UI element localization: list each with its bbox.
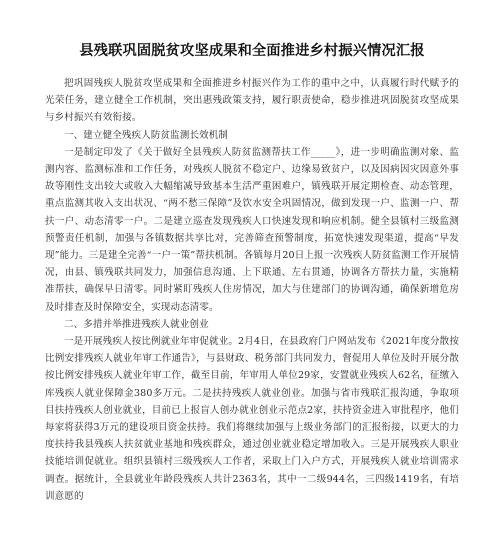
section-heading-1: 一、建立健全残疾人防贫监测长效机制 — [64, 129, 229, 141]
section-heading-2: 二、多措并举推进残疾人就业创业 — [64, 318, 209, 330]
document-title: 县残联巩固脱贫攻坚成果和全面推进乡村振兴情况汇报 — [79, 43, 425, 59]
section-2-paragraph: 一是开展残疾人按比例就业年审促就业。2月4日，在县政府门户网站发布《2021年度分散按比例安排残疾人就业年审工作通告》，与县财政、税务部门共同发力，督促用人单位及时开展分散按比例安排残疾人就业年审工作，截至目前，年审用人单位29家，安置就业残疾人62名，征缴入库残疾人就业保障金380多万元。二是扶持残疾人就业创业。加强与省市残联汇报沟通，争取项目扶持残疾人创业就业，目前已上报盲人创办就业创业示范点2家，扶持资金进入审批程序，他们每家将获得3万元的建设项目资金扶持。我们将继续加强与上级业务部门的汇报衔接，以更大的力度扶持我县残疾人扶贫就业基地和残疾群众，通过创业就业稳定增加收入。三是开展残疾人职业技能培训促就业。组织县镇村三级残疾人工作者，采取上门入户方式，开展残疾人就业培训需求调查。据统计，全县就业年龄段残疾人共计2363名，其中一二级944名，三四级1419名，有培训意愿的 — [45, 336, 459, 502]
section-1-paragraph: 一是制定印发了《关于做好全县残疾人防贫监测帮扶工作_____》，进一步明确监测对象、监测内容、监测标准和工作任务，对残疾人脱贫不稳定户、边缘易致贫户，以及因病因灾因意外事故等刚性支出较大或收入大幅缩减导致基本生活严重困难户，镇残联开展定期检查、动态管理，重点监测其收入支出状况、“两不愁三保障”及饮水安全巩固情况，做到发现一户、监测一户、帮扶一户、动态清零一户。二是建立巡查发现残疾人口快速发现和响应机制。健全县镇村三级监测预警责任机制，加强与各镇数据共享比对，完善筛查预警制度，拓宽快速发现渠道，提高“早发现”能力。三是建全完善“一户一策”帮扶机制。各镇每月20日上报一次残疾人防贫监测工作开展情况，由县、镇残联共同发力，加强信息沟通、上下联通、左右贯通，协调各方帮扶力量，实施精准帮扶，确保早日清零。同时紧盯残疾人住房情况，加大与住建部门的协调沟通，确保新增危房及时排查及时保障安全，实现动态清零。 — [45, 146, 459, 313]
document-body — [45, 75, 459, 505]
intro-paragraph: 把巩固残疾人脱贫攻坚成果和全面推进乡村振兴作为工作的重中之中，认真履行时代赋予的光荣任务，建立健全工作机制，突出惠残政策支持，履行职责使命，稳步推进巩固脱贫攻坚成果与乡村振兴有效衔接。 — [45, 78, 459, 124]
